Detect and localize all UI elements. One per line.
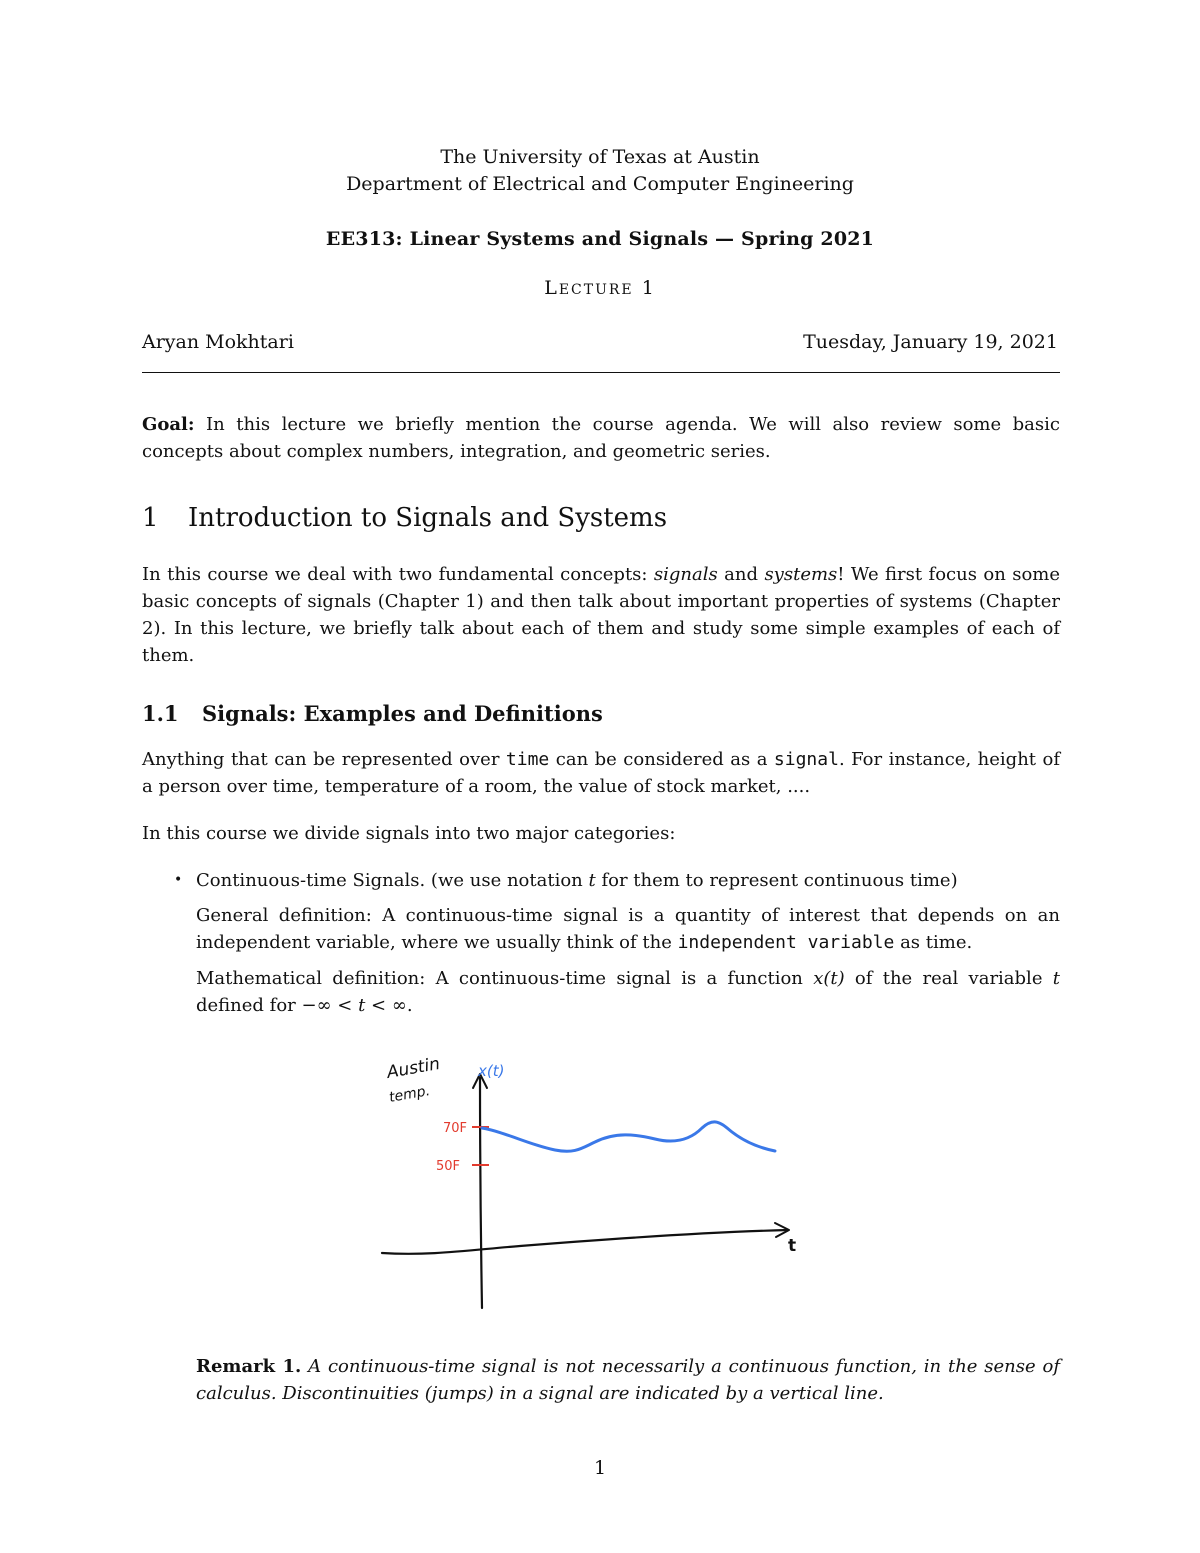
university-name: The University of Texas at Austin [440, 146, 760, 168]
bullet-text-b: for them to represent continuous time) [595, 870, 958, 891]
math-range: −∞ < t < ∞ [301, 995, 407, 1016]
bullet-item-title [196, 867, 1060, 894]
intro-and: and [717, 564, 765, 585]
def-time-term: time [505, 749, 550, 770]
tick-label-70: 70F [443, 1121, 468, 1136]
goal-text: In this lecture we briefly mention the course agenda. We will also review some basic concepts about complex numbers, integration, and geometric series. [142, 414, 1060, 462]
y-axis [480, 1078, 482, 1308]
math-end: . [406, 995, 413, 1016]
goal-paragraph [142, 411, 1060, 465]
author-name: Aryan Mokhtari [142, 331, 294, 353]
bullet-marker: • [174, 872, 183, 888]
lecture-number: 1 [641, 277, 656, 299]
signal-label: x(t) [478, 1062, 505, 1080]
general-definition [196, 902, 1060, 956]
lecture-heading [0, 277, 1200, 299]
section-intro-paragraph [142, 561, 1060, 669]
department-name: Department of Electrical and Computer Engineering [346, 173, 854, 195]
remark-label: Remark 1. [196, 1356, 302, 1377]
intro-text-b: ! We first focus on some basic concepts of signals (Chapter 1) and then talk about important properties of systems (Chapter 2). In this lecture, we briefly talk about each of them and study some simple examples of each of them. [142, 564, 1060, 666]
x-axis [382, 1230, 788, 1254]
math-function: x(t) [813, 968, 845, 989]
page-number: 1 [593, 1457, 607, 1479]
y-label-austin: Austin [385, 1053, 442, 1083]
subsection-heading [142, 701, 603, 726]
def-signal-term: signal [773, 749, 839, 770]
subsection-title: Signals: Examples and Definitions [202, 701, 603, 726]
y-label-temp: temp. [387, 1083, 432, 1106]
signal-curve [482, 1122, 775, 1151]
section-heading [142, 503, 667, 533]
math-text-a: Mathematical definition: A continuous-time signal is a function [196, 968, 814, 989]
course-title: EE313: Linear Systems and Signals — Spring 2021 [325, 228, 875, 250]
def-text-a: Anything that can be represented over [142, 749, 506, 770]
general-text-b: as time. [894, 932, 973, 953]
x-label-t: t [788, 1236, 797, 1256]
subsection-number: 1.1 [142, 701, 179, 726]
intro-systems-term: systems [764, 564, 838, 585]
remark-paragraph [196, 1353, 1060, 1407]
def-text-b: can be considered as a [549, 749, 774, 770]
lecture-smallcaps: ECTURE [558, 282, 634, 298]
section-title: Introduction to Signals and Systems [188, 503, 668, 533]
def-text-c: . For instance, height of a person over time, temperature of a room, the value of stock market, .... [142, 749, 1060, 797]
bullet-t-var: t [588, 870, 596, 891]
goal-label: Goal: [142, 414, 195, 435]
bullet-text-a: Continuous-time Signals. (we use notation [196, 870, 589, 891]
mathematical-definition [196, 965, 1060, 1019]
section-number: 1 [142, 503, 159, 533]
header-rule [142, 372, 1060, 373]
signal-definition-paragraph [142, 746, 1060, 800]
lecture-date: Tuesday, January 19, 2021 [803, 331, 1058, 353]
intro-text-a: In this course we deal with two fundamental concepts: [142, 564, 654, 585]
general-text-a: General definition: A continuous-time signal is a quantity of interest that depends on an independent variable, where we usually think of the [196, 905, 1060, 953]
temperature-figure [370, 1050, 810, 1315]
math-text-c: defined for [196, 995, 302, 1016]
general-independent-variable: independent variable [677, 932, 895, 953]
math-text-b: of the real variable [844, 968, 1053, 989]
lecture-cap: L [544, 277, 559, 299]
tick-label-50: 50F [436, 1159, 461, 1174]
remark-text: A continuous-time signal is not necessarily a continuous function, in the sense of calculus. Discontinuities (jumps) in a signal are indicated by a vertical line. [196, 1356, 1060, 1404]
intro-signals-term: signals [653, 564, 718, 585]
math-t-var: t [1052, 968, 1060, 989]
categories-paragraph: In this course we divide signals into two major categories: [142, 823, 676, 844]
